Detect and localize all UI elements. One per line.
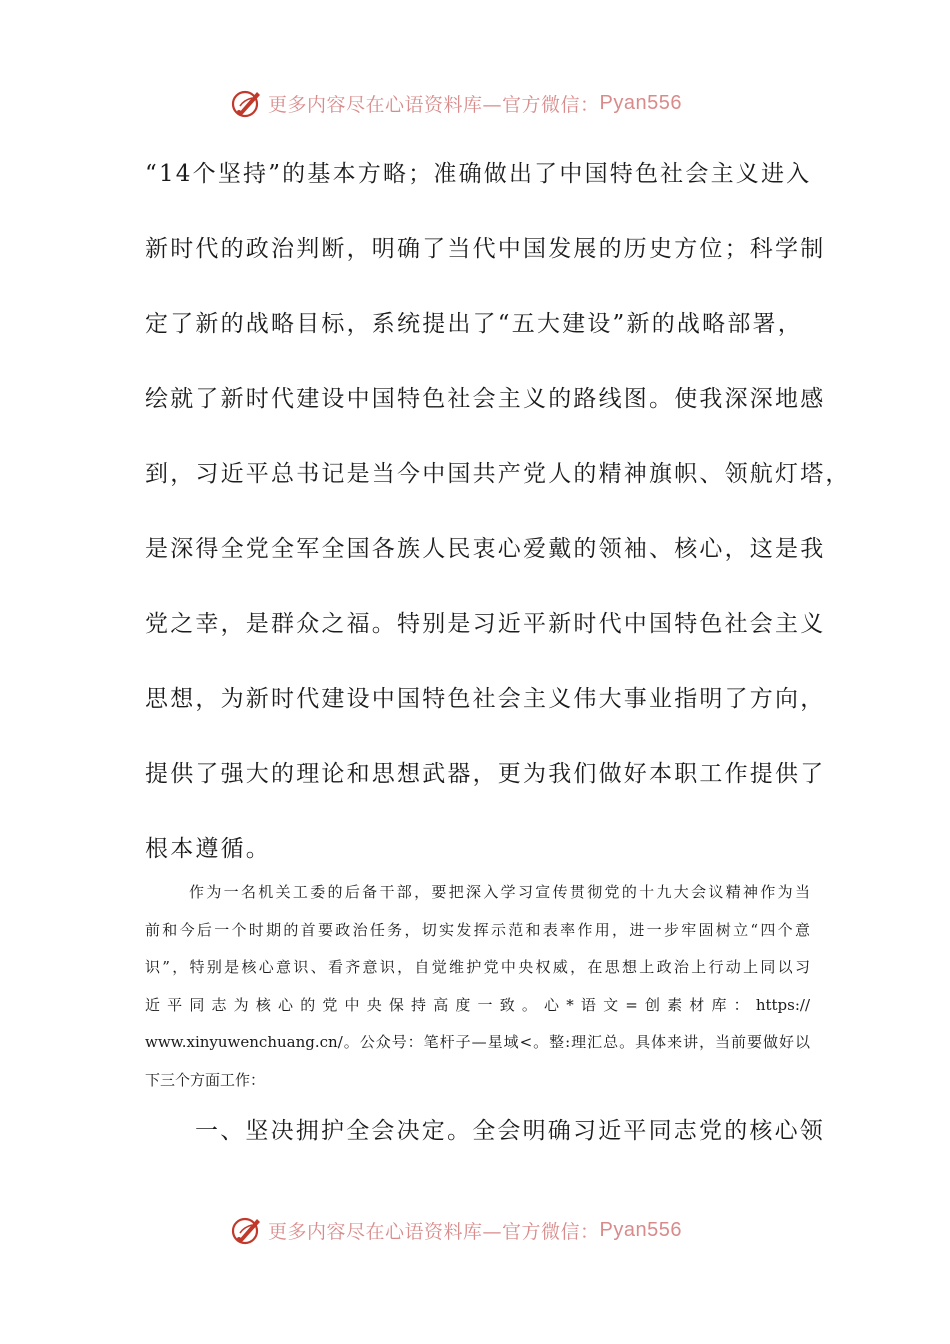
body-line: 到，习近平总书记是当今中国共产党人的精神旗帜、领航灯塔， [145, 461, 851, 487]
footer-wechat-id: Pyan556 [599, 1218, 682, 1241]
body-line: “14个坚持”的基本方略；准确做出了中国特色社会主义进入 [145, 161, 812, 187]
quill-pen-logo-icon [230, 86, 264, 120]
body-line: 根本遵循。 [145, 836, 271, 862]
body-line-small: 作为一名机关工委的后备干部，要把深入学习宣传贯彻党的十九大会议精神作为当 [189, 883, 810, 901]
body-line: 新时代的政治判断，明确了当代中国发展的历史方位；科学制 [145, 236, 826, 262]
body-line: 是深得全党全军全国各族人民衷心爱戴的领袖、核心，这是我 [145, 536, 826, 562]
body-line: 思想，为新时代建设中国特色社会主义伟大事业指明了方向， [145, 686, 826, 712]
body-line-small: www.xinyuwenchuang.cn/。公众号：笔杆子—星域<。整:理汇总。具体来讲，当前要做好以 [145, 1033, 810, 1051]
footer-banner [230, 1213, 682, 1247]
footer-brand-text: 更多内容尽在心语资料库—官方微信： [268, 1220, 600, 1243]
body-paragraph-small [145, 874, 810, 1099]
body-line-small: 近平同志为核心的党中央保持高度一致。心*语文=创素材库：https:// [145, 995, 810, 1014]
section-heading-line: 一、坚决拥护全会决定。全会明确习近平同志党的核心领 [195, 1118, 825, 1144]
body-line-small: 识”，特别是核心意识、看齐意识，自觉维护党中央权威，在思想上政治上行动上同以习 [145, 958, 810, 976]
quill-pen-logo-icon [230, 1213, 264, 1247]
body-line: 定了新的战略目标，系统提出了“五大建设”新的战略部署， [145, 311, 803, 337]
body-line-small: 前和今后一个时期的首要政治任务，切实发挥示范和表率作用，进一步牢固树立“四个意 [145, 920, 810, 939]
body-line-small: 下三个方面工作： [145, 1070, 266, 1089]
header-brand-text: 更多内容尽在心语资料库—官方微信： [268, 93, 600, 116]
header-wechat-id: Pyan556 [599, 91, 682, 114]
body-line: 绘就了新时代建设中国特色社会主义的路线图。使我深深地感 [145, 386, 826, 412]
body-line: 党之幸，是群众之福。特别是习近平新时代中国特色社会主义 [145, 611, 826, 637]
body-line: 提供了强大的理论和思想武器，更为我们做好本职工作提供了 [145, 761, 826, 787]
header-banner [230, 86, 682, 120]
